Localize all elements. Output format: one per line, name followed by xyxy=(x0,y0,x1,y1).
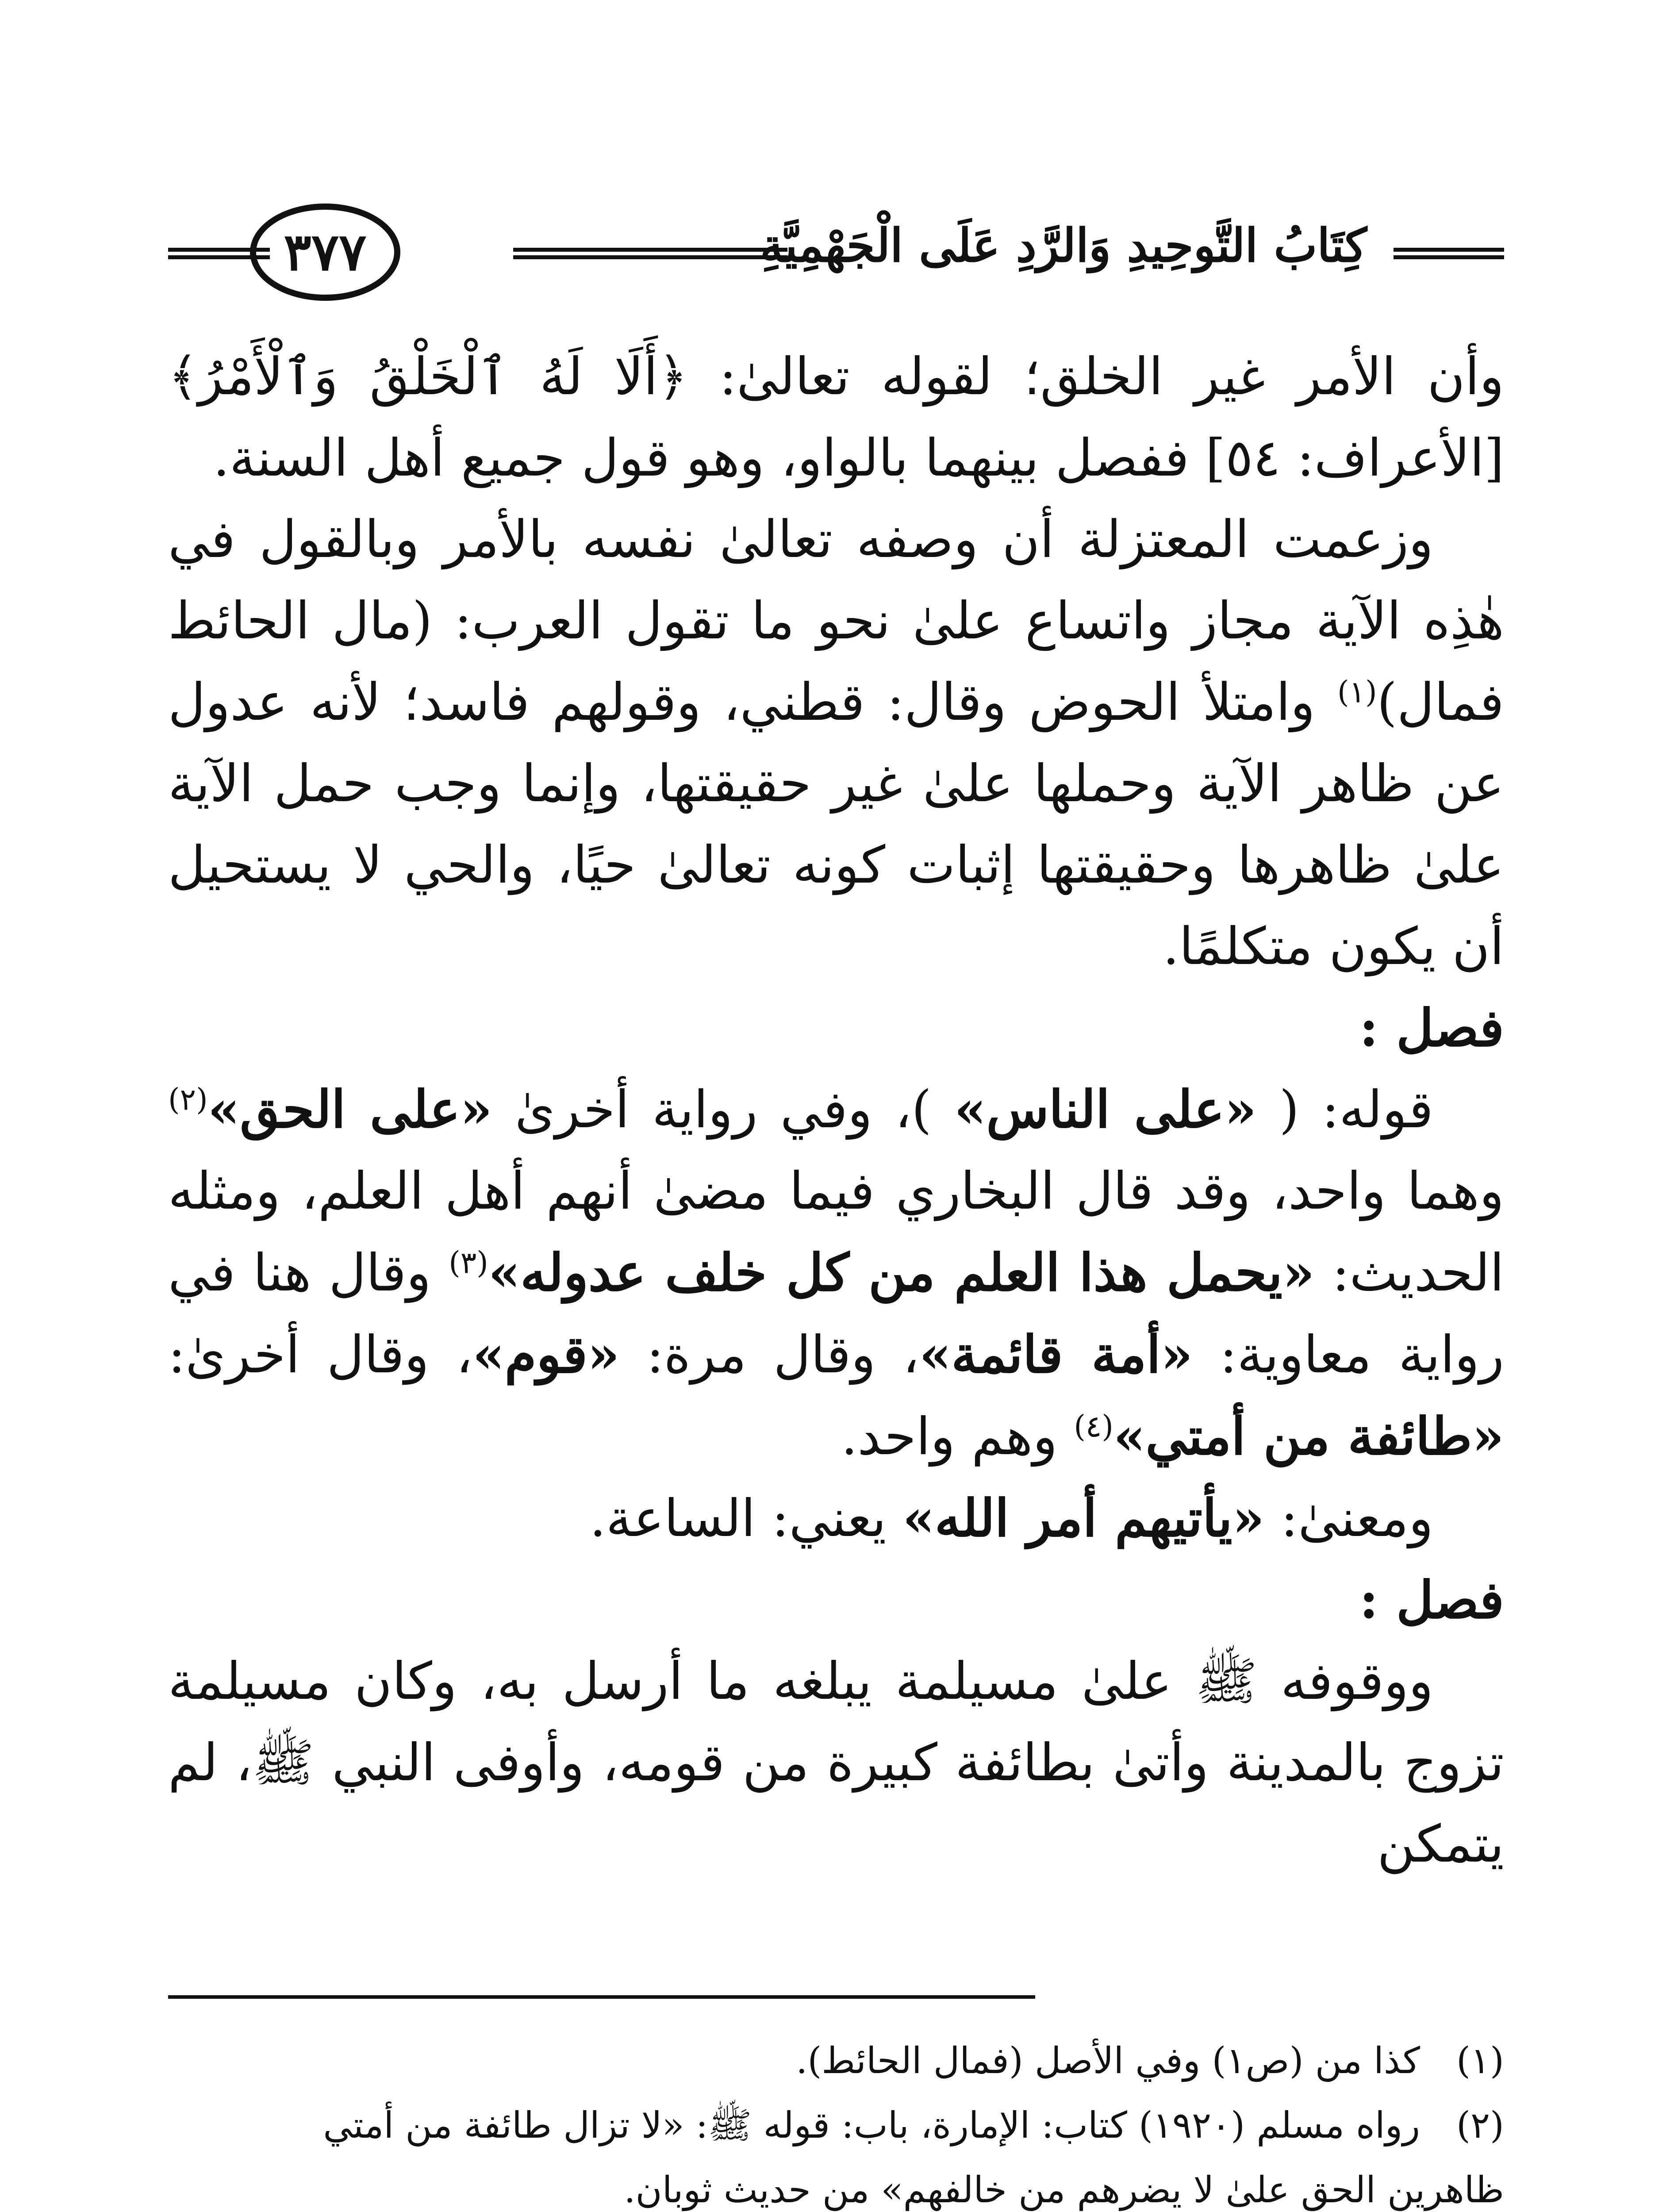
footnote-1 xyxy=(168,2031,1504,2092)
footnote-ref-1: (١) xyxy=(1337,675,1377,710)
footnote-ref-3: (٣) xyxy=(449,1245,488,1281)
quote-command-of-allah: «يأتيهم أمر الله» xyxy=(902,1488,1265,1548)
footnote-number: (١) xyxy=(1456,2040,1504,2082)
paragraph-3-part: وهما واحد، وقد قال البخاري فيما مضىٰ أنهم أهل العلم، ومثله الحديث: xyxy=(168,1161,1504,1303)
paragraph-2 xyxy=(168,499,1504,987)
footnotes xyxy=(168,2031,1504,2212)
paragraph-1: وأن الأمر غير الخلق؛ لقوله تعالىٰ: ﴿أَلَا لَهُ ٱلْخَلْقُ وَٱلْأَمْرُ﴾ [الأعراف: ٥٤] ففصل بينهما بالواو، وهو قول جميع أهل السنة. xyxy=(168,347,1504,488)
paragraph-3-part: )، وفي رواية أخرىٰ xyxy=(492,1080,954,1140)
paragraph-3 xyxy=(168,1069,1504,1478)
paragraph-2-text: وزعمت المعتزلة أن وصفه تعالىٰ نفسه بالأمر وبالقول في هٰذِه الآية مجاز واتساع علىٰ نحو ما تقول العرب: (مال الحائط فمال) xyxy=(168,510,1504,732)
paragraph-3-part: وقال هنا في رواية معاوية: xyxy=(168,1243,1504,1385)
header-rule-left xyxy=(168,248,270,259)
footnote-ref-4: (٤) xyxy=(1074,1409,1113,1444)
quote-standing-nation: «أمة قائمة» xyxy=(919,1325,1193,1385)
footnote-number: (٢) xyxy=(1456,2104,1504,2147)
footnote-text: رواه مسلم (١٩٢٠) كتاب: الإمارة، باب: قوله ﷺ: «لا تزال طائفة من أمتي xyxy=(323,2104,1420,2147)
paragraph-2-rest: وامتلأ الحوض وقال: قطني، وقولهم فاسد؛ لأنه عدول عن ظاهر الآية وحملها علىٰ غير حقيقتها، وإنما وجب حمل الآية علىٰ ظاهرها وحقيقتها إثبات كونه تعالىٰ حيًا، والحي لا يستحيل أن يكون متكلمًا. xyxy=(168,672,1504,976)
quote-on-people: «على الناس» xyxy=(954,1079,1257,1140)
paragraph-4-part: ومعنىٰ: xyxy=(1264,1489,1433,1548)
header-title: كِتَابُ التَّوحِيدِ وَالرَّدِ عَلَى الْجَهْمِيَّةِ xyxy=(760,218,1367,273)
quote-on-truth: «على الحق» xyxy=(207,1079,492,1140)
header-rule-right xyxy=(1394,248,1504,259)
footnote-2-continuation: ظاهرين الحق علىٰ لا يضرهم من خالفهم» من حديث ثوبان. xyxy=(624,2169,1504,2211)
footnote-ref-2: (٢) xyxy=(168,1082,208,1118)
page-number-badge xyxy=(250,204,400,301)
footnote-text: كذا من (ص١) وفي الأصل (فمال الحائط). xyxy=(796,2040,1420,2082)
quote-group-of-ummah: «طائفة من أمتي» xyxy=(1113,1406,1504,1467)
running-header xyxy=(168,204,1504,301)
paragraph-4-part: يعني: الساعة. xyxy=(589,1489,903,1548)
quote-people: «قوم» xyxy=(472,1325,620,1385)
paragraph-5: ووقوفه ﷺ علىٰ مسيلمة يبلغه ما أرسل به، وكان مسيلمة تزوج بالمدينة وأتىٰ بطائفة كبيرة من قومه، وأوفى النبي ﷺ، لم يتمكن xyxy=(168,1651,1504,1874)
footnote-2 xyxy=(168,2095,1504,2156)
paragraph-3-part: ، وقال مرة: xyxy=(619,1325,919,1385)
paragraph-3-part: وهم واحد. xyxy=(841,1407,1074,1467)
paragraph-3-part: قوله: ( xyxy=(1256,1080,1433,1140)
section-heading-2: فصل : xyxy=(1359,1570,1504,1630)
section-heading-1: فصل : xyxy=(1359,998,1504,1058)
header-rule-middle xyxy=(513,248,787,259)
main-text xyxy=(168,336,1504,1885)
page-number: ٣٧٧ xyxy=(284,222,367,282)
footnote-separator xyxy=(168,1995,1035,1999)
paragraph-4 xyxy=(168,1478,1504,1559)
quote-hadith-knowledge: «يحمل هذا العلم من كل خلف عدوله» xyxy=(488,1243,1315,1303)
paragraph-3-part: ، وقال أخرىٰ: xyxy=(168,1325,473,1385)
